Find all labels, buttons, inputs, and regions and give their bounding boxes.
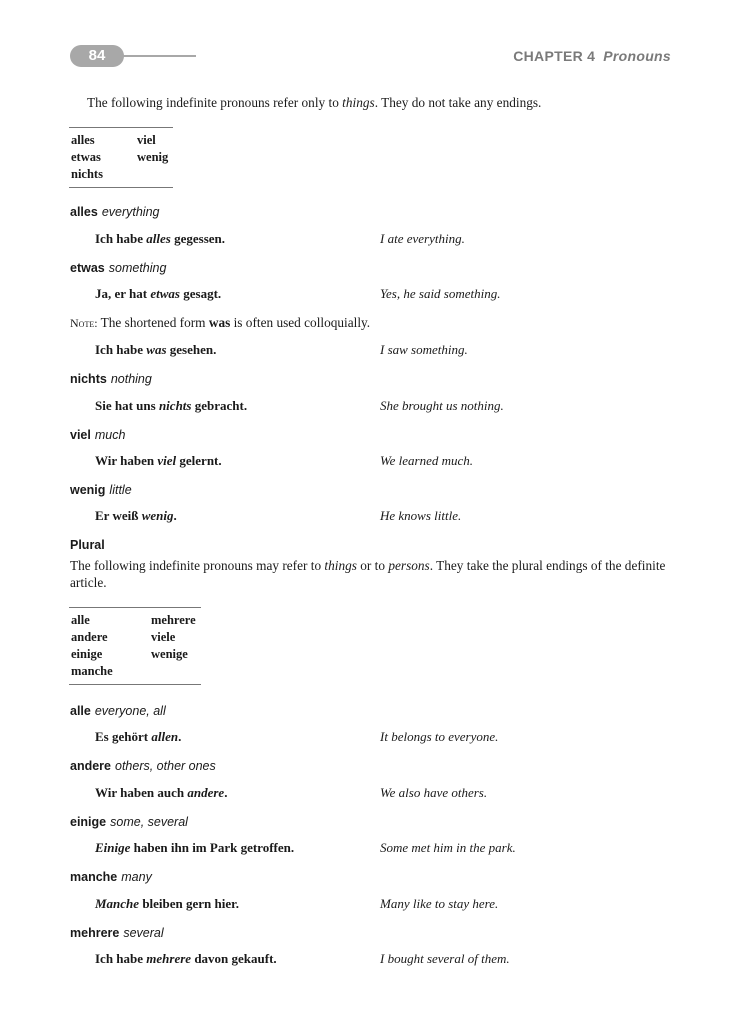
box2-word: mehrere <box>151 613 196 627</box>
term-word: etwas <box>70 261 105 275</box>
term-gloss: much <box>94 428 126 442</box>
term-heading <box>70 372 152 386</box>
pronoun-box-things <box>69 127 173 188</box>
box2-word: alle <box>71 613 90 627</box>
box1-word: etwas <box>71 150 101 164</box>
intro-text-things: things <box>342 95 375 110</box>
example-german: Ich habe alles gegessen. <box>95 231 226 246</box>
term-gloss: everything <box>101 205 160 219</box>
example-english: I bought several of them. <box>380 951 510 966</box>
example-german: Er weiß wenig. <box>95 508 177 523</box>
chapter-label: CHAPTER 4 <box>513 48 596 64</box>
pronoun-box-plural <box>69 607 201 685</box>
box1-word: alles <box>71 133 95 147</box>
term-word: alles <box>70 205 98 219</box>
term-word: andere <box>70 759 111 773</box>
example-english: Many like to stay here. <box>380 896 499 911</box>
example-english: Some met him in the park. <box>380 840 516 855</box>
example-german: Manche bleiben gern hier. <box>95 896 239 911</box>
section-heading-plural: Plural <box>70 538 105 552</box>
example-german: Einige haben ihn im Park getroffen. <box>95 840 295 855</box>
example-english: I ate everything. <box>380 231 465 246</box>
box1-word: nichts <box>71 167 103 181</box>
example-english: I saw something. <box>380 342 468 357</box>
term-word: einige <box>70 815 107 829</box>
note-paragraph: Note: The shortened form was is often used colloquially. <box>70 315 371 330</box>
term-word: viel <box>70 428 91 442</box>
example-english: Yes, he said something. <box>380 286 501 301</box>
example-german: Sie hat uns nichts gebracht. <box>95 398 248 413</box>
note-label: Note: <box>70 316 98 330</box>
box2-word: einige <box>71 647 103 661</box>
box2-word: viele <box>151 630 176 644</box>
box2-word: andere <box>71 630 108 644</box>
example-english: She brought us nothing. <box>380 398 504 413</box>
term-word: mehrere <box>70 926 120 940</box>
term-gloss: everyone, all <box>94 704 166 718</box>
page-number: 84 <box>70 45 124 67</box>
example-german: Ja, er hat etwas gesagt. <box>95 286 222 301</box>
term-heading <box>70 870 152 884</box>
term-gloss: several <box>123 926 164 940</box>
term-gloss: others, other ones <box>115 759 216 773</box>
term-heading <box>70 704 166 718</box>
intro-text-c: . They do not take any endings. <box>374 95 542 110</box>
term-gloss: little <box>109 483 132 497</box>
box1-word: wenig <box>137 150 169 164</box>
term-gloss: many <box>121 870 152 884</box>
term-gloss: something <box>108 261 167 275</box>
term-word: nichts <box>70 372 107 386</box>
term-heading <box>70 428 125 442</box>
chapter-header <box>513 48 671 64</box>
term-heading <box>70 205 160 219</box>
plural-paragraph: The following indefinite pronouns may refer to things or to persons. They take the plural endings of the definite article. <box>70 558 666 590</box>
chapter-title: Pronouns <box>603 48 671 64</box>
box2-word: wenige <box>151 647 188 661</box>
box2-word: manche <box>71 664 113 678</box>
example-english: We learned much. <box>380 453 474 468</box>
header-rule <box>118 55 196 57</box>
example-german: Ich habe mehrere davon gekauft. <box>95 951 277 966</box>
example-english: We also have others. <box>380 785 488 800</box>
term-gloss: some, several <box>110 815 188 829</box>
example-german: Wir haben viel gelernt. <box>95 453 222 468</box>
term-heading <box>70 759 216 773</box>
term-heading <box>70 926 164 940</box>
term-word: wenig <box>70 483 106 497</box>
example-english: He knows little. <box>380 508 462 523</box>
box1-word: viel <box>137 133 156 147</box>
example-german: Wir haben auch andere. <box>95 785 228 800</box>
term-heading <box>70 483 132 497</box>
intro-paragraph <box>87 94 541 111</box>
term-word: alle <box>70 704 91 718</box>
example-german: Ich habe was gesehen. <box>95 342 217 357</box>
term-word: manche <box>70 870 118 884</box>
term-gloss: nothing <box>110 372 152 386</box>
example-english: It belongs to everyone. <box>380 729 499 744</box>
intro-text-a: The following indefinite pronouns refer only to <box>87 95 343 110</box>
term-heading <box>70 261 166 275</box>
term-heading <box>70 815 188 829</box>
example-german: Es gehört allen. <box>95 729 182 744</box>
